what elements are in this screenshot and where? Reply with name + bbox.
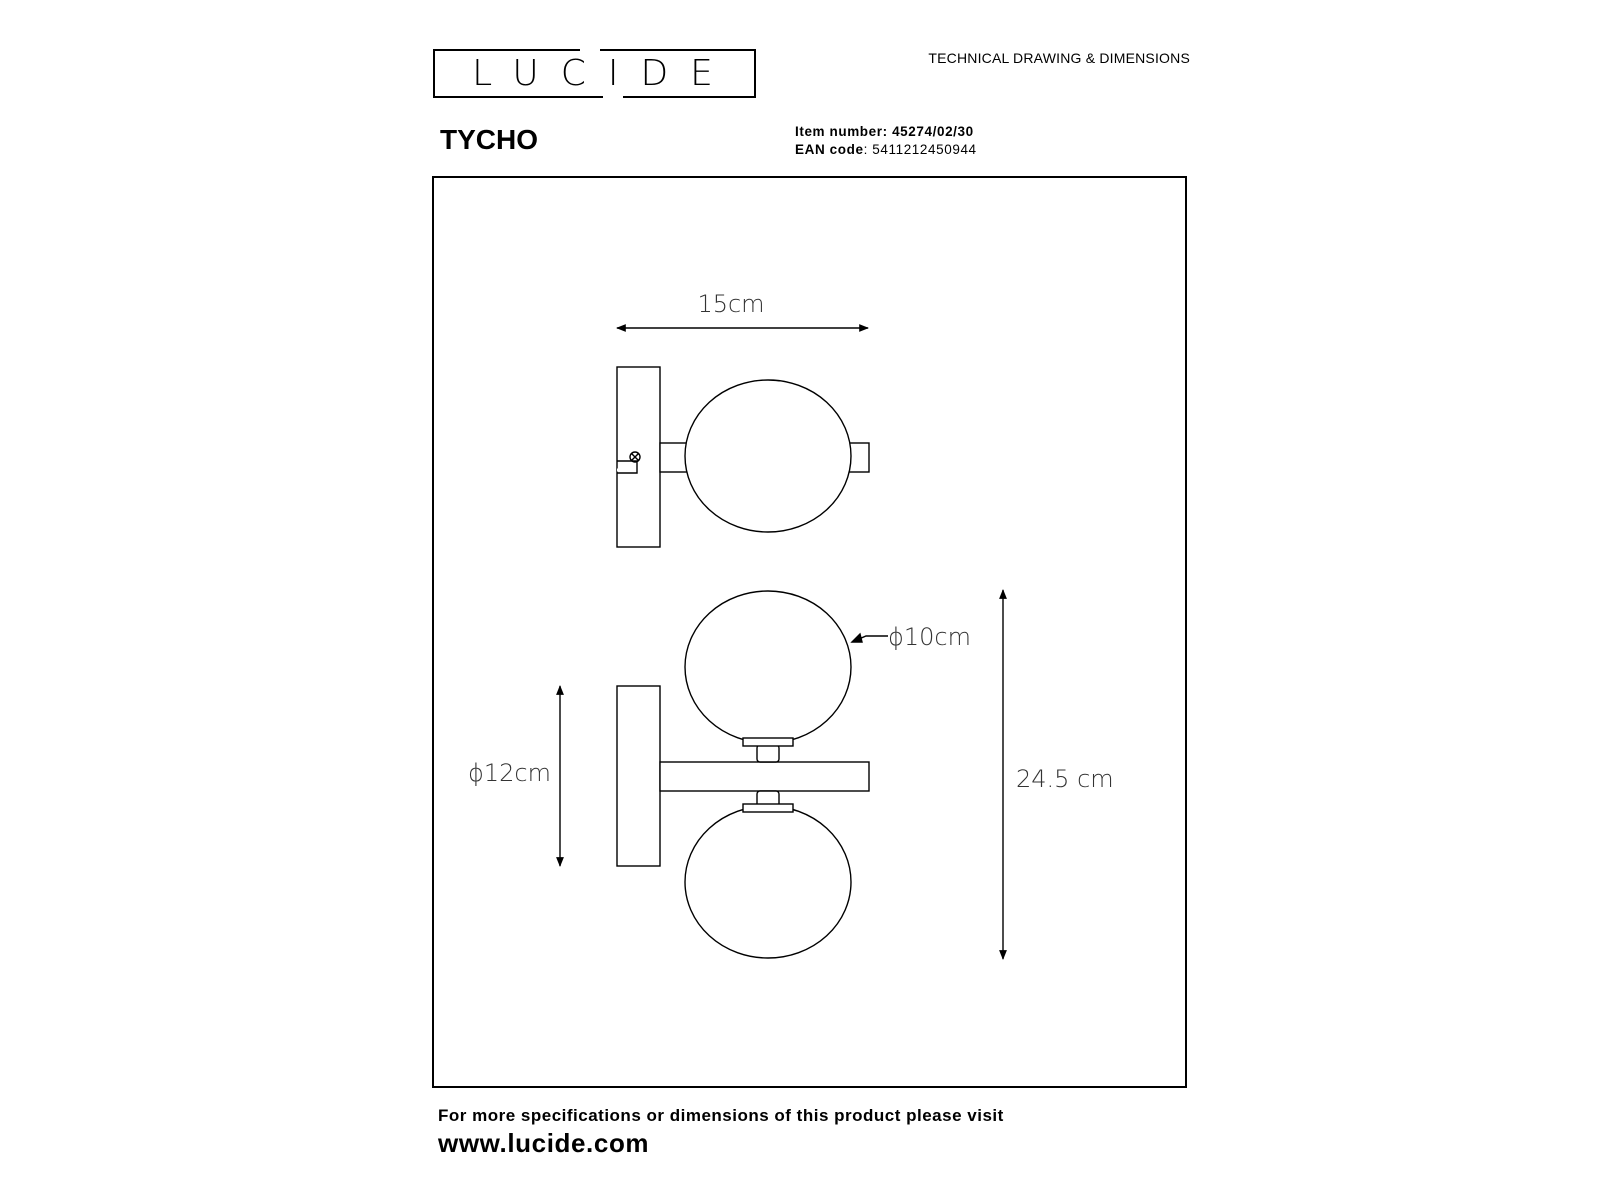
width-dimension-label: 15cm	[697, 290, 765, 318]
footer-url-link[interactable]: www.lucide.com	[438, 1128, 650, 1158]
ean-code-line: EAN code: 5411212450944	[795, 142, 977, 157]
upper-globe-collar	[743, 738, 793, 746]
front-arm	[660, 762, 869, 791]
footer-note: For more specifications or dimensions of this product please visit	[438, 1106, 1004, 1125]
ean-code-value: 5411212450944	[872, 142, 977, 157]
side-wall-plate	[617, 367, 660, 547]
side-globe	[685, 380, 851, 532]
front-wall-plate	[617, 686, 660, 866]
globe-diameter-label: ϕ10cm	[888, 623, 971, 651]
base-diameter-label: ϕ12cm	[468, 759, 551, 787]
brand-logo: LUCIDE	[472, 53, 735, 94]
lower-globe	[685, 806, 851, 958]
item-number-label: Item number	[795, 124, 883, 139]
item-number-line: Item number: 45274/02/30	[795, 124, 974, 139]
item-number-value: 45274/02/30	[892, 124, 974, 139]
side-view	[617, 328, 869, 547]
ean-code-label: EAN code	[795, 142, 864, 157]
upper-globe	[685, 591, 851, 743]
height-dimension-label: 24.5 cm	[1016, 765, 1114, 793]
upper-socket	[757, 745, 779, 762]
document-type-title: TECHNICAL DRAWING & DIMENSIONS	[928, 50, 1190, 66]
lower-globe-collar	[743, 804, 793, 812]
product-name: TYCHO	[440, 124, 538, 155]
